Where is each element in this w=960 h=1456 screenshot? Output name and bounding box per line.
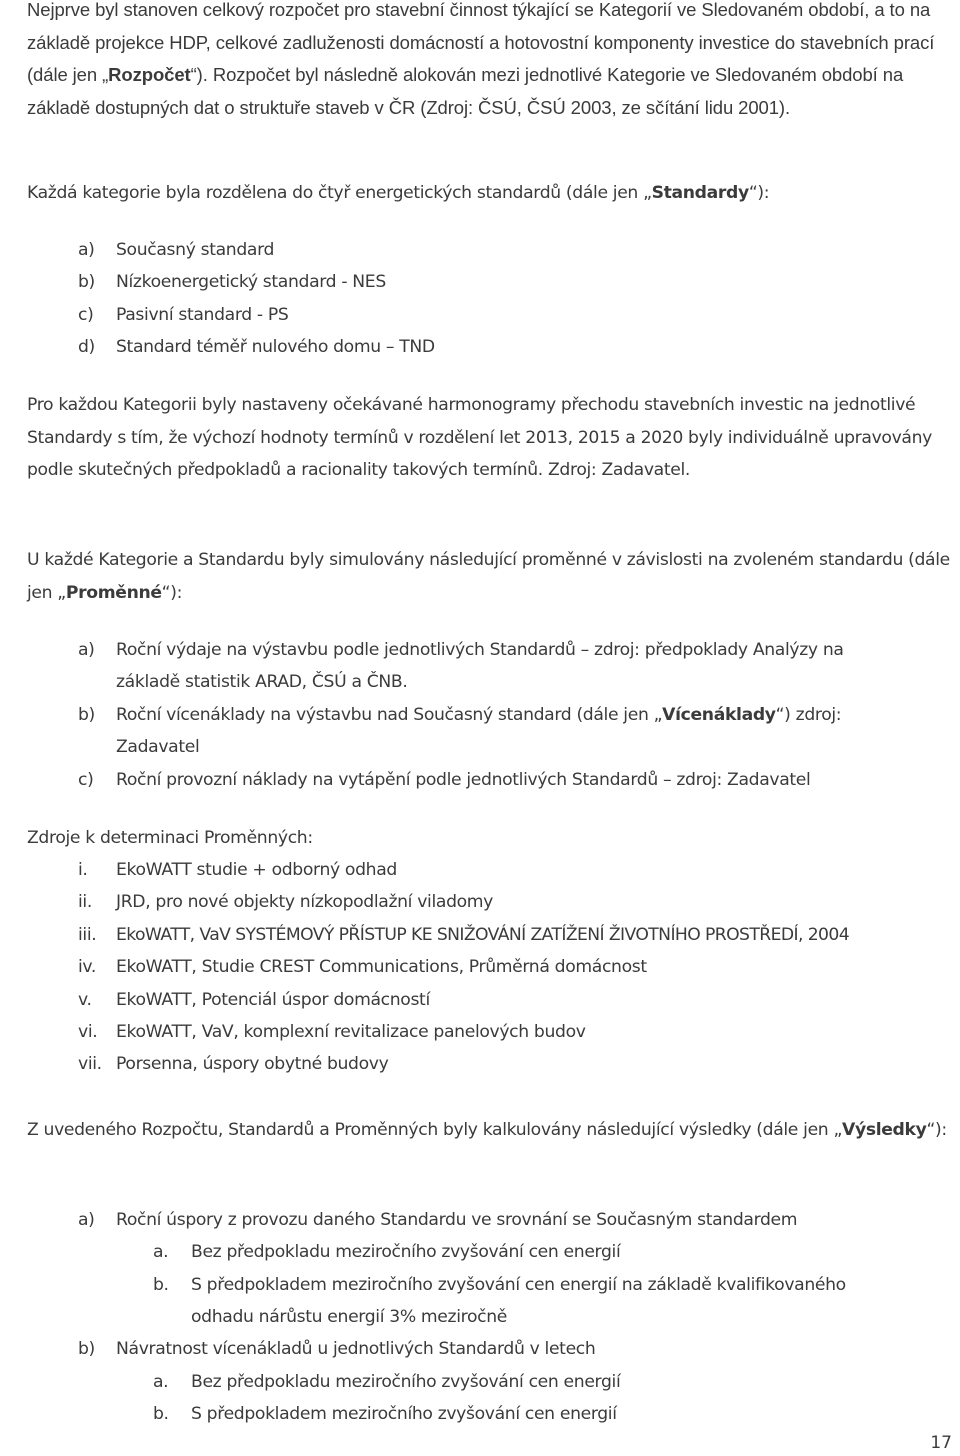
term-promenne: Proměnné [65, 582, 162, 603]
list-marker: b) [78, 705, 95, 725]
list-text: EkoWATT, Studie CREST Communications, Průměrná domácnost [116, 957, 647, 977]
list-marker: i. [78, 860, 88, 880]
list-text: Pasivní standard - PS [116, 305, 289, 325]
sublist-marker: a. [153, 1372, 169, 1392]
list-item [116, 266, 386, 299]
list-item [116, 331, 435, 364]
list-item [116, 299, 288, 332]
list-text: Současný standard [116, 240, 275, 260]
paragraph-text: “). Rozpočet byl následně alokován mezi jednotlivé Kategorie ve Sledovaném období na základě dostupných dat o struktuře staveb v ČR (Zdroj: ČSÚ, ČSÚ 2003, ze sčítání lidu 2001). [27, 64, 904, 118]
sublist-marker: b. [153, 1275, 169, 1295]
list-marker: vi. [78, 1022, 98, 1042]
sources-title: Zdroje k determinaci Proměnných: [27, 828, 313, 848]
list-text: Návratnost vícenákladů u jednotlivých Standardů v letech [116, 1339, 596, 1359]
sublist-text: S předpokladem meziročního zvyšování cen energií na základě kvalifikovaného [191, 1275, 846, 1295]
paragraph-schedules: Pro každou Kategorii byly nastaveny očekávané harmonogramy přechodu stavebních investic na jednotlivé Standardy s tím, že výchozí hodnoty termínů v rozdělení let 2013, 2015 a 2020 byly individuálně upravovány podle skutečných předpokladů a racionality takových termínů. Zdroj: Zadavatel. [27, 395, 932, 480]
paragraph-text: Z uvedeného Rozpočtu, Standardů a Proměnných byly kalkulovány následující výsledky (dále jen „ [27, 1120, 843, 1140]
list-item [78, 266, 95, 299]
paragraph-text: U každé Kategorie a Standardu byly simulovány následující proměnné v závislosti na zvoleném standardu (dále jen „ [27, 550, 950, 603]
sublist-marker: b. [153, 1404, 169, 1424]
list-marker: v. [78, 990, 92, 1010]
list-text: Roční výdaje na výstavbu podle jednotlivých Standardů – zdroj: předpoklady Analýzy na [116, 640, 844, 660]
list-text: EkoWATT, VaV, komplexní revitalizace panelových budov [116, 1022, 586, 1042]
paragraph-text: Každá kategorie byla rozdělena do čtyř energetických standardů (dále jen „ [27, 183, 652, 203]
list-marker: a) [78, 1210, 95, 1230]
list-text-part: “) zdroj: [775, 705, 842, 725]
list-item [116, 234, 274, 267]
list-marker: d) [78, 337, 95, 357]
list-marker: c) [78, 305, 94, 325]
paragraph-variables-intro [27, 544, 952, 609]
sublist-marker: a. [153, 1242, 169, 1262]
sublist-text: odhadu nárůstu energií 3% meziročně [191, 1307, 507, 1327]
list-text: Roční provozní náklady na vytápění podle jednotlivých Standardů – zdroj: Zadavatel [116, 770, 811, 790]
term-rozpocet: Rozpočet [108, 64, 191, 85]
list-marker: a) [78, 640, 95, 660]
list-text: EkoWATT, Potenciál úspor domácností [116, 990, 430, 1010]
list-text: Nízkoenergetický standard - NES [116, 272, 386, 292]
sublist-text: Bez předpokladu meziročního zvyšování cen energií [191, 1372, 621, 1392]
list-text: Roční úspory z provozu daného Standardu ve srovnání se Současným standardem [116, 1210, 798, 1230]
list-marker: vii. [78, 1054, 102, 1074]
paragraph-results-intro [27, 1114, 952, 1147]
paragraph-text: “): [926, 1120, 947, 1140]
list-text: Standard téměř nulového domu – TND [116, 337, 435, 357]
list-marker: iv. [78, 957, 97, 977]
list-text-part: Roční vícenáklady na výstavbu nad Současný standard (dále jen „ [116, 705, 663, 725]
list-marker: b) [78, 272, 95, 292]
paragraph-standards-intro [27, 177, 952, 210]
paragraph-text: “): [161, 582, 183, 603]
term-vysledky: Výsledky [842, 1120, 927, 1140]
list-text: Porsenna, úspory obytné budovy [116, 1054, 389, 1074]
paragraph-budget [27, 0, 952, 124]
list-text: JRD, pro nové objekty nízkopodlažní viladomy [116, 892, 494, 912]
list-item [78, 331, 95, 364]
list-text: Zadavatel [116, 737, 200, 757]
list-marker: ii. [78, 892, 92, 912]
list-text: EkoWATT, VaV SYSTÉMOVÝ PŘÍSTUP KE SNIŽOVÁNÍ ZATÍŽENÍ ŽIVOTNÍHO PROSTŘEDÍ, 2004 [116, 925, 850, 945]
list-text: základě statistik ARAD, ČSÚ a ČNB. [116, 672, 408, 692]
list-item [78, 299, 93, 332]
paragraph-text: “): [748, 183, 770, 203]
list-item [78, 234, 95, 267]
list-marker: a) [78, 240, 95, 260]
list-text: EkoWATT studie + odborný odhad [116, 860, 397, 880]
list-marker: c) [78, 770, 94, 790]
term-standardy: Standardy [651, 183, 749, 203]
paragraph-text: Nejprve byl stanoven celkový rozpočet pro stavební činnost týkající se Kategorií ve Sledovaném období, a to na základě projekce HDP, celkové zadluženosti domácností a hotovostní komponenty investice do stavebních prací (dále jen „ [27, 0, 935, 85]
term-vicenaklady: Vícenáklady [662, 705, 776, 725]
sublist-text: S předpokladem meziročního zvyšování cen energií [191, 1404, 617, 1424]
sublist-text: Bez předpokladu meziročního zvyšování cen energií [191, 1242, 621, 1262]
list-text [116, 699, 841, 732]
list-marker: b) [78, 1339, 95, 1359]
page-number: 17 [930, 1433, 952, 1453]
list-marker: iii. [78, 925, 97, 945]
